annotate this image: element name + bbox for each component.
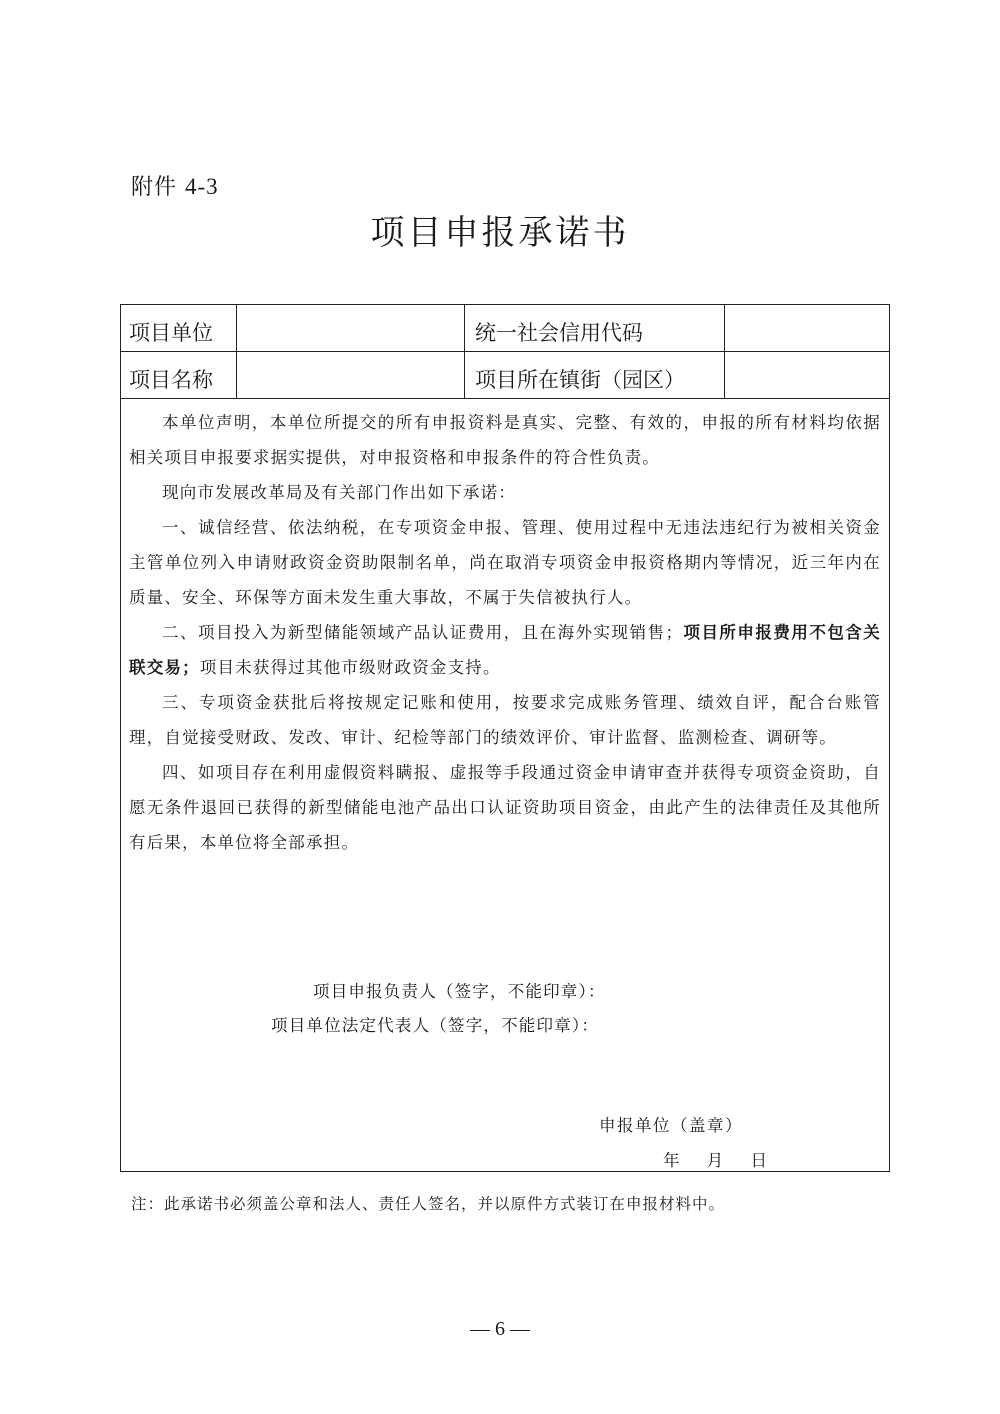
date-label: 年 月 日 — [663, 1151, 767, 1170]
commitment-item-2-part-a: 二、项目投入为新型储能领域产品认证费用，且在海外实现销售； — [162, 623, 684, 642]
attachment-number: 4-3 — [185, 174, 219, 199]
project-name-field[interactable] — [237, 352, 465, 398]
commitment-item-2-bold: 项目所申报费用不包含关联交易； — [129, 623, 881, 677]
project-unit-field[interactable] — [237, 305, 465, 351]
responsible-person-signature: 项目申报负责人（签字，不能印章）： — [313, 982, 606, 1001]
commitment-item-4: 四、如项目存在利用虚假资料瞒报、虚报等手段通过资金申请审查并获得专项资金资助，自愿无条件退回已获得的新型储能电池产品出口认证资助项目资金，由此产生的法律责任及其他所有后果，本单位将全部承担。 — [129, 763, 881, 852]
declaration-paragraph: 本单位声明，本单位所提交的所有申报资料是真实、完整、有效的，申报的所有材料均依据相关项目申报要求据实提供，对申报资格和申报条件的符合性负责。 — [129, 413, 881, 467]
project-unit-label: 项目单位 — [121, 305, 237, 351]
commitment-item-2 — [129, 615, 881, 685]
attachment-prefix: 附件 — [131, 175, 178, 200]
project-location-field[interactable] — [725, 352, 889, 398]
commitment-intro: 现向市发展改革局及有关部门作出如下承诺： — [162, 483, 516, 502]
attachment-label — [131, 170, 219, 201]
footnote: 注：此承诺书必须盖公章和法人、责任人签名，并以原件方式装订在申报材料中。 — [131, 1195, 726, 1213]
document-title: 项目申报承诺书 — [370, 213, 630, 253]
unit-seal-label: 申报单位（盖章） — [599, 1116, 743, 1135]
commitment-form — [120, 304, 890, 1172]
form-row-unit — [121, 305, 889, 352]
commitment-item-2-part-c: 项目未获得过其他市级财政资金支持。 — [199, 658, 501, 677]
project-location-label: 项目所在镇街（园区） — [465, 352, 725, 398]
credit-code-label: 统一社会信用代码 — [465, 305, 725, 351]
form-row-name — [121, 352, 889, 399]
page-number: — 6 — — [470, 1318, 530, 1340]
legal-representative-signature: 项目单位法定代表人（签字，不能印章）： — [271, 1016, 600, 1035]
commitment-body — [129, 405, 881, 860]
credit-code-field[interactable] — [725, 305, 889, 351]
commitment-item-3: 三、专项资金获批后将按规定记账和使用，按要求完成账务管理、绩效自评，配合台账管理，自觉接受财政、发改、审计、纪检等部门的绩效评价、审计监督、监测检查、调研等。 — [129, 693, 881, 747]
project-name-label: 项目名称 — [121, 352, 237, 398]
commitment-item-1: 一、诚信经营、依法纳税，在专项资金申报、管理、使用过程中无违法违纪行为被相关资金主管单位列入申请财政资金资助限制名单，尚在取消专项资金申报资格期内等情况，近三年内在质量、安全、环保等方面未发生重大事故，不属于失信被执行人。 — [129, 518, 881, 607]
